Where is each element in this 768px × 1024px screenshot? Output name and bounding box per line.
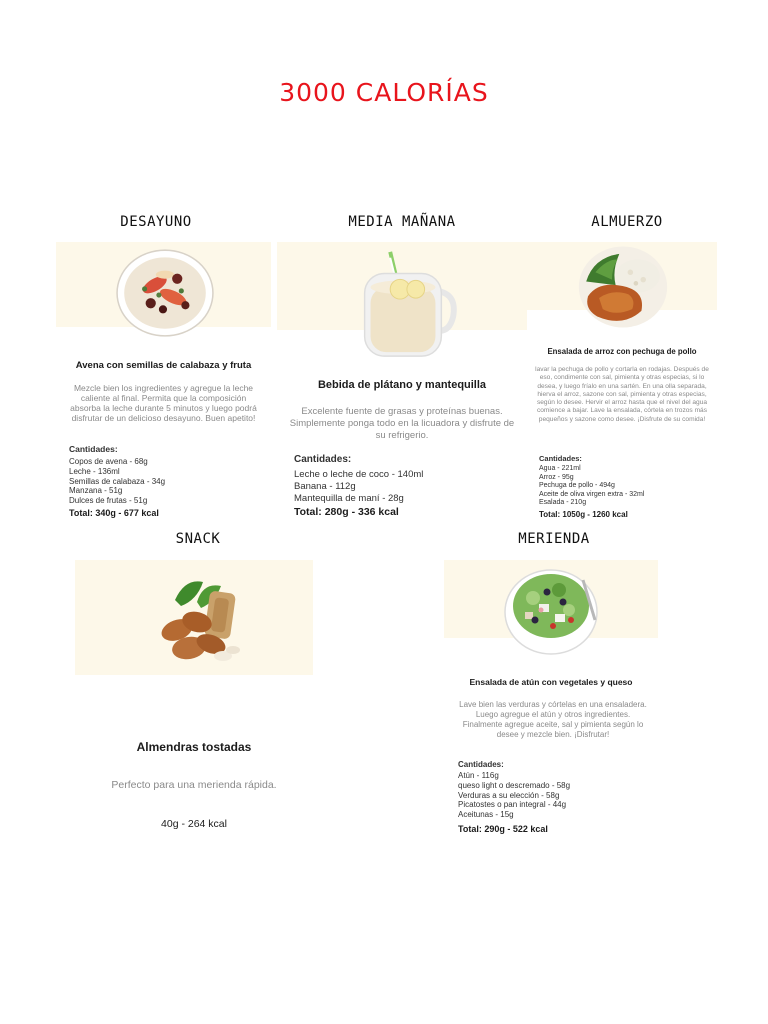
- meal-card-snack: [75, 560, 313, 836]
- meal-card-desayuno: [56, 242, 271, 522]
- list-item: Manzana - 51g: [69, 486, 123, 496]
- list-item: queso light o descremado - 58g: [458, 780, 571, 790]
- meal-label-desayuno: DESAYUNO: [120, 214, 192, 230]
- list-item: Banana - 112g: [294, 481, 356, 492]
- list-item: Copos de avena - 68g: [69, 457, 148, 466]
- list-item: Leche o leche de coco - 140ml: [294, 469, 424, 480]
- list-item: Arroz - 95g: [539, 473, 574, 481]
- dish-description: Perfecto para una merienda rápida.: [111, 779, 277, 791]
- dish-title: Bebida de plátano y mantequilla: [317, 379, 487, 391]
- page-title: 3000 CALORÍAS: [279, 78, 489, 107]
- oatmeal-bowl-icon: [114, 246, 216, 338]
- list-item: Esalada - 210g: [539, 499, 587, 507]
- list-item: Pechuga de pollo - 494g: [539, 482, 615, 490]
- quantities-heading: Cantidades:: [69, 444, 118, 454]
- quantities-list: [539, 465, 644, 508]
- dish-title: Ensalada de atún con vegetales y queso: [469, 677, 633, 687]
- quantities-list: [294, 469, 423, 505]
- dish-title: Almendras tostadas: [136, 740, 252, 754]
- banana-smoothie-icon: [343, 244, 461, 362]
- dish-title: Avena con semillas de calabaza y fruta: [75, 360, 252, 371]
- meal-label-merienda: MERIENDA: [518, 531, 590, 547]
- list-item: Dulces de frutas - 51g: [69, 496, 148, 506]
- chicken-plate-icon: [577, 244, 669, 330]
- total-label: 40g - 264 kcal: [161, 818, 227, 830]
- meal-card-almuerzo: [527, 242, 717, 522]
- meal-card-merienda: [444, 560, 658, 838]
- total-label: Total: 340g - 677 kcal: [69, 508, 159, 518]
- dish-title: Ensalada de arroz con pechuga de pollo: [547, 347, 697, 356]
- list-item: Leche - 136ml: [69, 466, 120, 476]
- dish-description: Mezcle bien los ingredientes y agregue la leche caliente al final. Permita que la composición absorba la leche durante 5 minutos y luego podrá disfrutar de un delicioso desayuno. Buen apetito!: [70, 383, 257, 423]
- list-item: Picatostes o pan integral - 44g: [458, 800, 567, 810]
- quantities-heading: Cantidades:: [458, 760, 504, 769]
- almonds-icon: [145, 572, 245, 672]
- list-item: Atún - 116g: [458, 771, 499, 780]
- tuna-salad-icon: [499, 562, 603, 658]
- list-item: Aceite de oliva virgen extra - 32ml: [539, 490, 645, 498]
- total-label: Total: 280g - 336 kcal: [294, 506, 399, 518]
- dish-description: Excelente fuente de grasas y proteínas buenas. Simplemente ponga todo en la licuadora y disfrute de su refrigerio.: [289, 406, 515, 441]
- list-item: Agua - 221ml: [539, 465, 581, 472]
- list-item: Aceitunas - 15g: [458, 810, 514, 820]
- meal-label-media-manana: MEDIA MAÑANA: [348, 214, 456, 230]
- quantities-list: [69, 457, 165, 506]
- quantities-heading: Cantidades:: [294, 454, 352, 465]
- dish-description: lavar la pechuga de pollo y cortarla en rodajas. Después de eso, condimente con sal, pimienta y otras especias, si lo desea, y luego fríalo en una sartén. En una olla separada, hierva el arroz, sazone con sal, pimienta y otras especias, según lo desee. Hervir el arroz hasta que el nivel del agua comience a bajar. Lave la ensalada, córtela en trozos más pequeños y sazone como desee. ¡Disfrute de su comida!: [535, 366, 709, 423]
- total-label: Total: 290g - 522 kcal: [458, 824, 548, 834]
- list-item: Semillas de calabaza - 34g: [69, 476, 166, 486]
- list-item: Mantequilla de maní - 28g: [294, 493, 404, 504]
- meal-label-snack: SNACK: [175, 531, 221, 547]
- quantities-heading: Cantidades:: [539, 454, 582, 463]
- list-item: Verduras a su elección - 58g: [458, 790, 560, 800]
- quantities-list: [458, 771, 570, 820]
- total-label: Total: 1050g - 1260 kcal: [539, 510, 628, 519]
- meal-label-almuerzo: ALMUERZO: [591, 214, 663, 230]
- meal-card-media-manana: [277, 242, 527, 522]
- dish-description: Lave bien las verduras y córtelas en una ensaladera. Luego agregue el atún y otros ingredientes. Finalmente agregue aceite, sal y pimienta según lo desee y mezcle bien. ¡Disfrutar!: [459, 700, 647, 739]
